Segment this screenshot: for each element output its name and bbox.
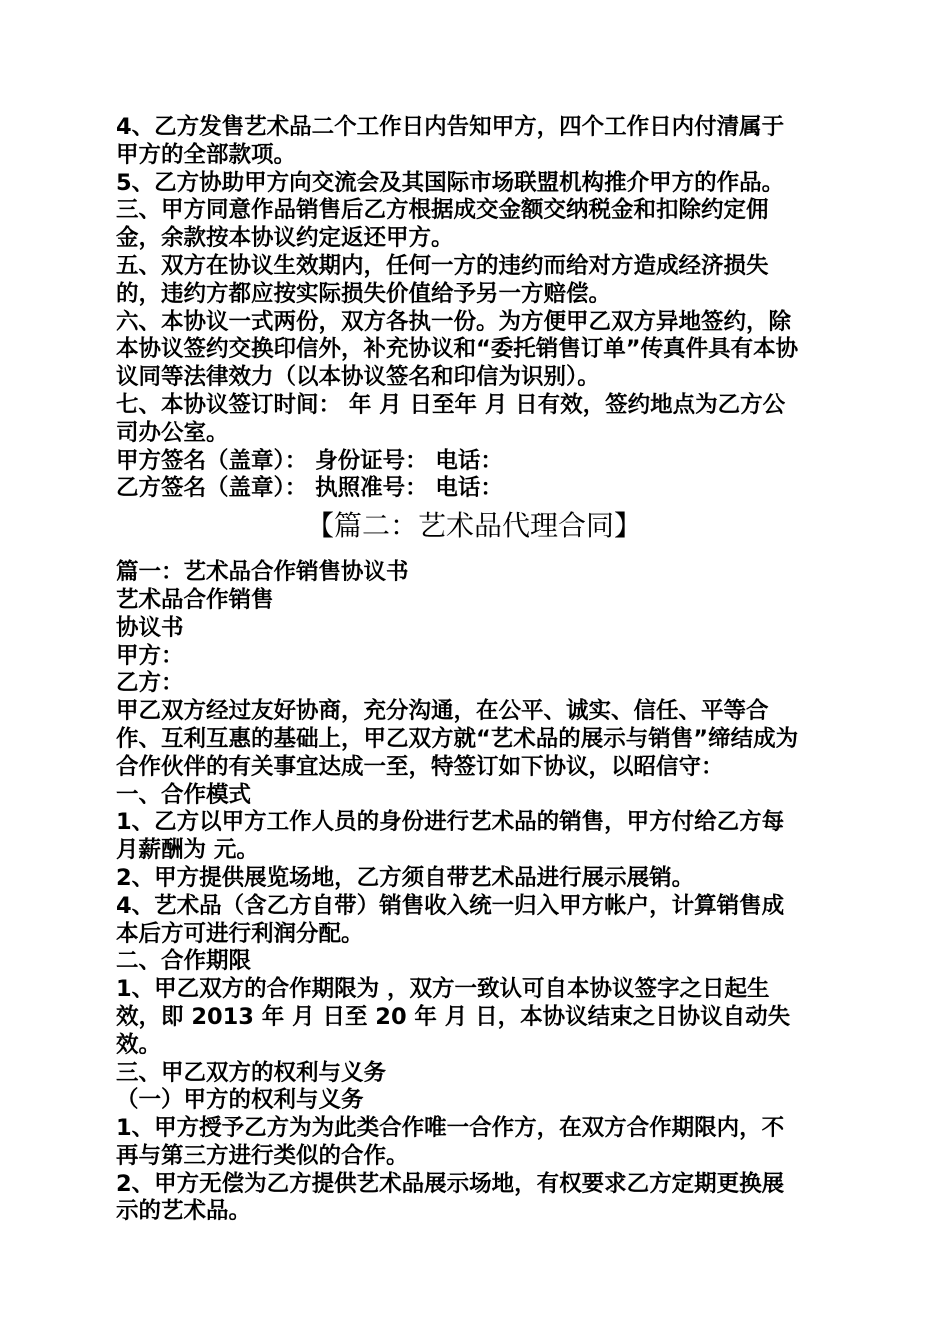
text-line: 的，违约方都应按实际损失价值给予另一方赔偿。 bbox=[116, 280, 612, 307]
text-line: 七、本协议签订时间： 年 月 日至年 月 日有效，签约地点为乙方公 bbox=[116, 391, 786, 418]
text-line: 1、乙方以甲方工作人员的身份进行艺术品的销售，甲方付给乙方每 bbox=[116, 809, 785, 836]
text-line: 议同等法律效力（以本协议签名和印信为识别）。 bbox=[116, 364, 600, 391]
text-line: 合作伙伴的有关事宜达成一至，特签订如下协议，以昭信守： bbox=[116, 753, 724, 780]
text-line: 司办公室。 bbox=[116, 419, 229, 446]
text-line: 作、互利互惠的基础上，甲乙双方就“艺术品的展示与销售”缔结成为 bbox=[116, 725, 799, 752]
text-line: 效，即 2013 年 月 日至 20 年 月 日，本协议结束之日协议自动失 bbox=[116, 1003, 791, 1030]
section-heading: 【篇二：艺术品代理合同】 bbox=[305, 509, 642, 543]
party-b-line: 乙方： bbox=[116, 670, 184, 697]
text-line: 甲方的全部款项。 bbox=[116, 141, 297, 168]
text-line: 5、乙方协助甲方向交流会及其国际市场联盟机构推介甲方的作品。 bbox=[116, 169, 785, 196]
text-line: 2、甲方无偿为乙方提供艺术品展示场地，有权要求乙方定期更换展 bbox=[116, 1170, 785, 1197]
text-line: 4、乙方发售艺术品二个工作日内告知甲方，四个工作日内付清属于 bbox=[116, 114, 785, 140]
text-line: 示的艺术品。 bbox=[116, 1198, 252, 1225]
text-line: 甲乙双方经过友好协商，充分沟通，在公平、诚实、信任、平等合 bbox=[116, 698, 769, 725]
text-line: 本后方可进行利润分配。 bbox=[116, 920, 364, 947]
text-line: 2、甲方提供展览场地，乙方须自带艺术品进行展示展销。 bbox=[116, 864, 695, 891]
text-line: 五、双方在协议生效期内，任何一方的违约而给对方造成经济损失 bbox=[116, 252, 769, 279]
document-page bbox=[116, 114, 832, 1226]
document-title: 篇一：艺术品合作销售协议书 bbox=[116, 559, 409, 586]
text-line: 本协议签约交换印信外，补充协议和“委托销售订单”传真件具有本协 bbox=[116, 336, 799, 363]
agreement-terms-part1 bbox=[116, 114, 832, 503]
party-a-line: 甲方： bbox=[116, 642, 184, 669]
text-line: 金，余款按本协议约定返还甲方。 bbox=[116, 225, 454, 252]
text-line: 4、艺术品（含乙方自带）销售收入统一归入甲方帐户，计算销售成 bbox=[116, 892, 785, 919]
clause-heading: 三、甲乙双方的权利与义务 bbox=[116, 1059, 387, 1086]
text-line: 再与第三方进行类似的合作。 bbox=[116, 1142, 409, 1169]
text-line: 1、甲乙双方的合作期限为 ，双方一致认可自本协议签字之日起生 bbox=[116, 976, 770, 1003]
signature-line-party-a: 甲方签名（盖章）： 身份证号： 电话： bbox=[116, 447, 503, 474]
text-line: 三、甲方同意作品销售后乙方根据成交金额交纳税金和扣除约定佣 bbox=[116, 197, 769, 224]
text-line: 1、甲方授予乙方为为此类合作唯一合作方，在双方合作期限内，不 bbox=[116, 1115, 785, 1142]
signature-line-party-b: 乙方签名（盖章）： 执照准号： 电话： bbox=[116, 475, 503, 502]
clause-heading: 一、合作模式 bbox=[116, 781, 252, 808]
text-line: 六、本协议一式两份，双方各执一份。为方便甲乙双方异地签约，除 bbox=[116, 308, 792, 335]
sub-clause-heading: （一）甲方的权利与义务 bbox=[116, 1087, 364, 1114]
clause-heading: 二、合作期限 bbox=[116, 948, 252, 975]
agreement-terms-part2 bbox=[116, 559, 832, 1226]
text-line: 协议书 bbox=[116, 614, 184, 641]
text-line: 月薪酬为 元。 bbox=[116, 837, 259, 864]
text-line: 艺术品合作销售 bbox=[116, 586, 274, 613]
text-line: 效。 bbox=[116, 1031, 162, 1058]
